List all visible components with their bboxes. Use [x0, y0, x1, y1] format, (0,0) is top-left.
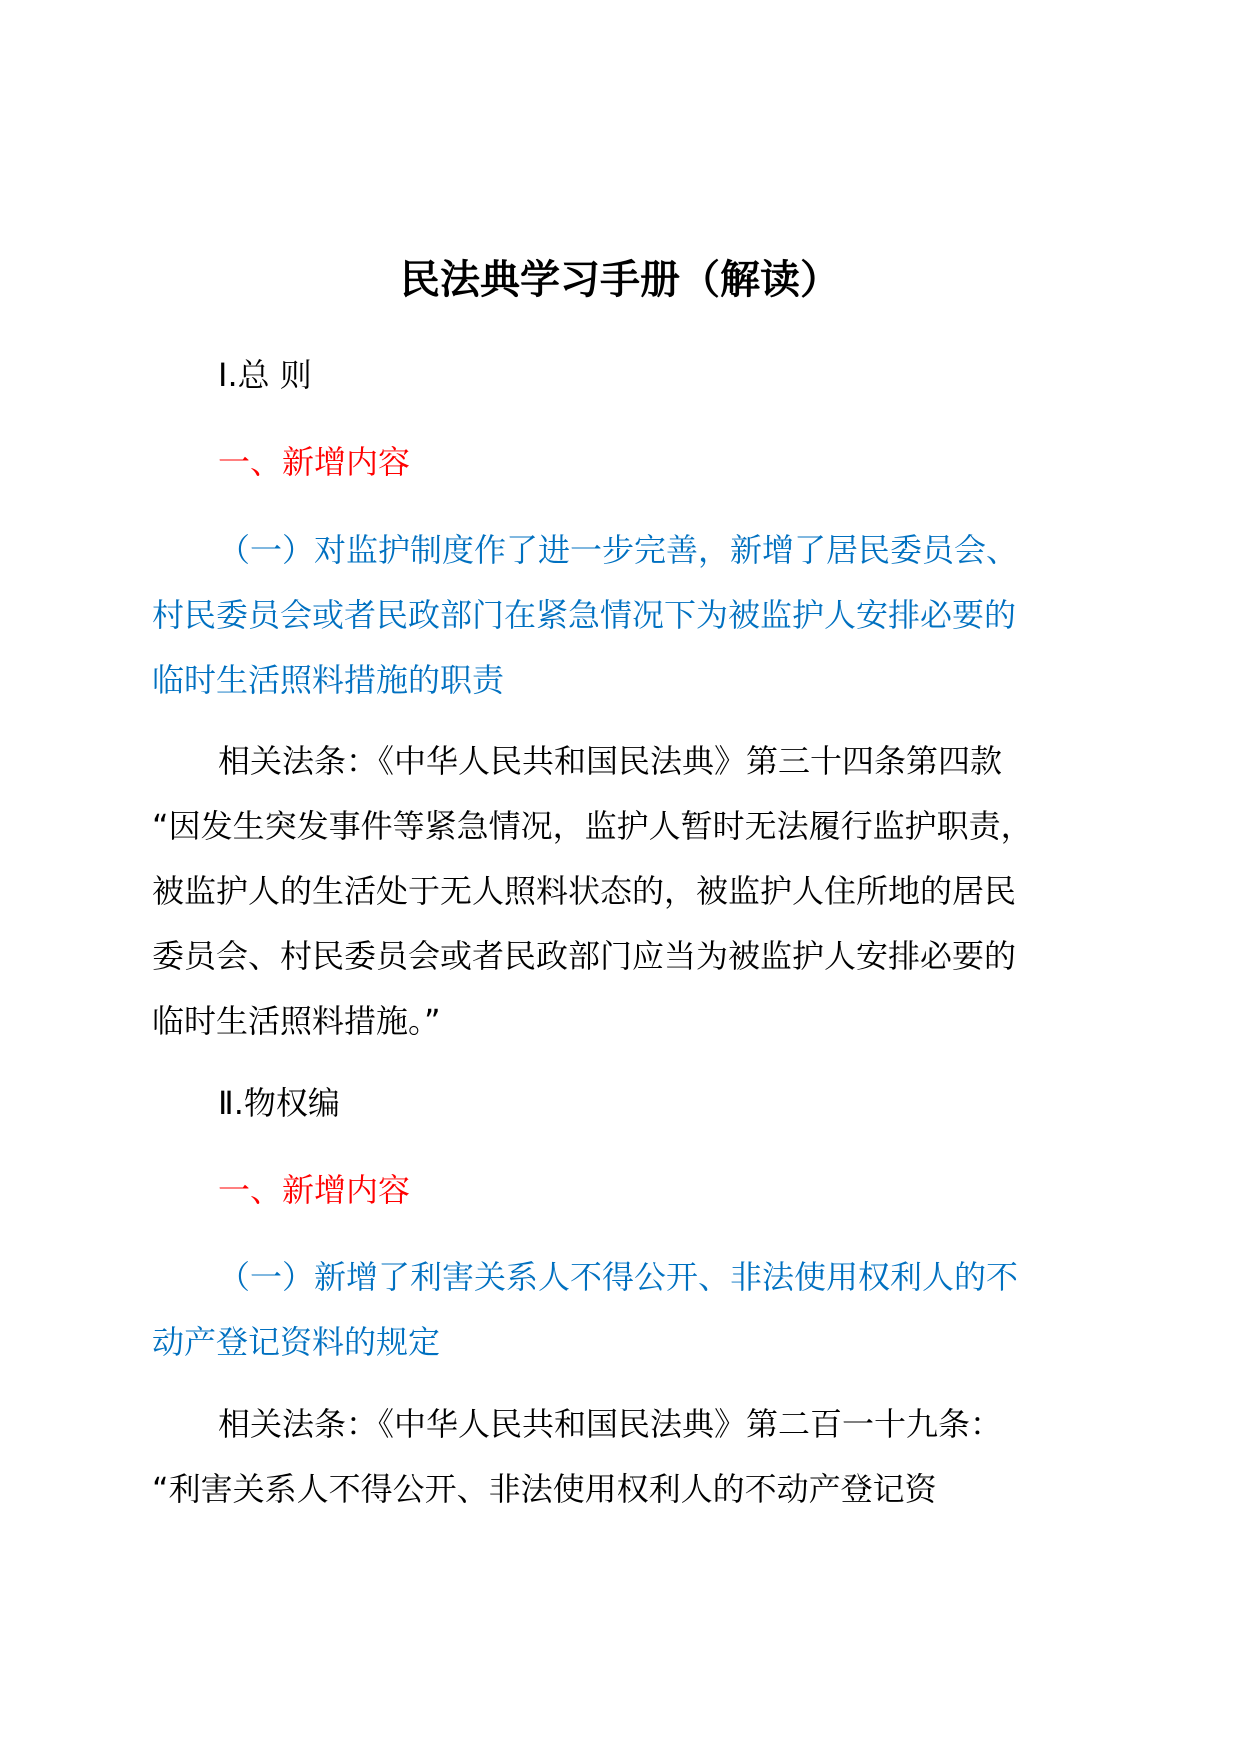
section-heading-new-content: 一、新增内容 — [218, 1171, 411, 1209]
part-heading-property-rights: Ⅱ.物权编 — [218, 1084, 340, 1122]
document-title: 民法典学习手册（解读） — [400, 257, 840, 303]
article-text-line: “利害关系人不得公开、非法使用权利人的不动产登记资 — [152, 1470, 937, 1508]
article-text-line: “因发生突发事件等紧急情况，监护人暂时无法履行监护职责， — [152, 807, 1033, 845]
item-heading-line: 临时生活照料措施的职责 — [152, 661, 505, 699]
item-heading-line: 村民委员会或者民政部门在紧急情况下为被监护人安排必要的 — [152, 596, 1017, 634]
article-text-line: 相关法条：《中华人民共和国民法典》第三十四条第四款 — [218, 742, 1003, 780]
article-text-line: 委员会、村民委员会或者民政部门应当为被监护人安排必要的 — [152, 937, 1017, 975]
item-heading-line: （一）对监护制度作了进一步完善，新增了居民委员会、 — [218, 531, 1019, 569]
item-heading-line: （一）新增了利害关系人不得公开、非法使用权利人的不 — [218, 1258, 1019, 1296]
part-heading-general-provisions: Ⅰ.总 则 — [218, 356, 312, 394]
section-heading-new-content: 一、新增内容 — [218, 443, 411, 481]
article-text-line: 被监护人的生活处于无人照料状态的，被监护人住所地的居民 — [152, 872, 1017, 910]
item-heading-line: 动产登记资料的规定 — [152, 1323, 441, 1361]
article-text-line: 相关法条：《中华人民共和国民法典》第二百一十九条： — [218, 1405, 1003, 1443]
article-text-line: 临时生活照料措施。” — [152, 1002, 441, 1040]
